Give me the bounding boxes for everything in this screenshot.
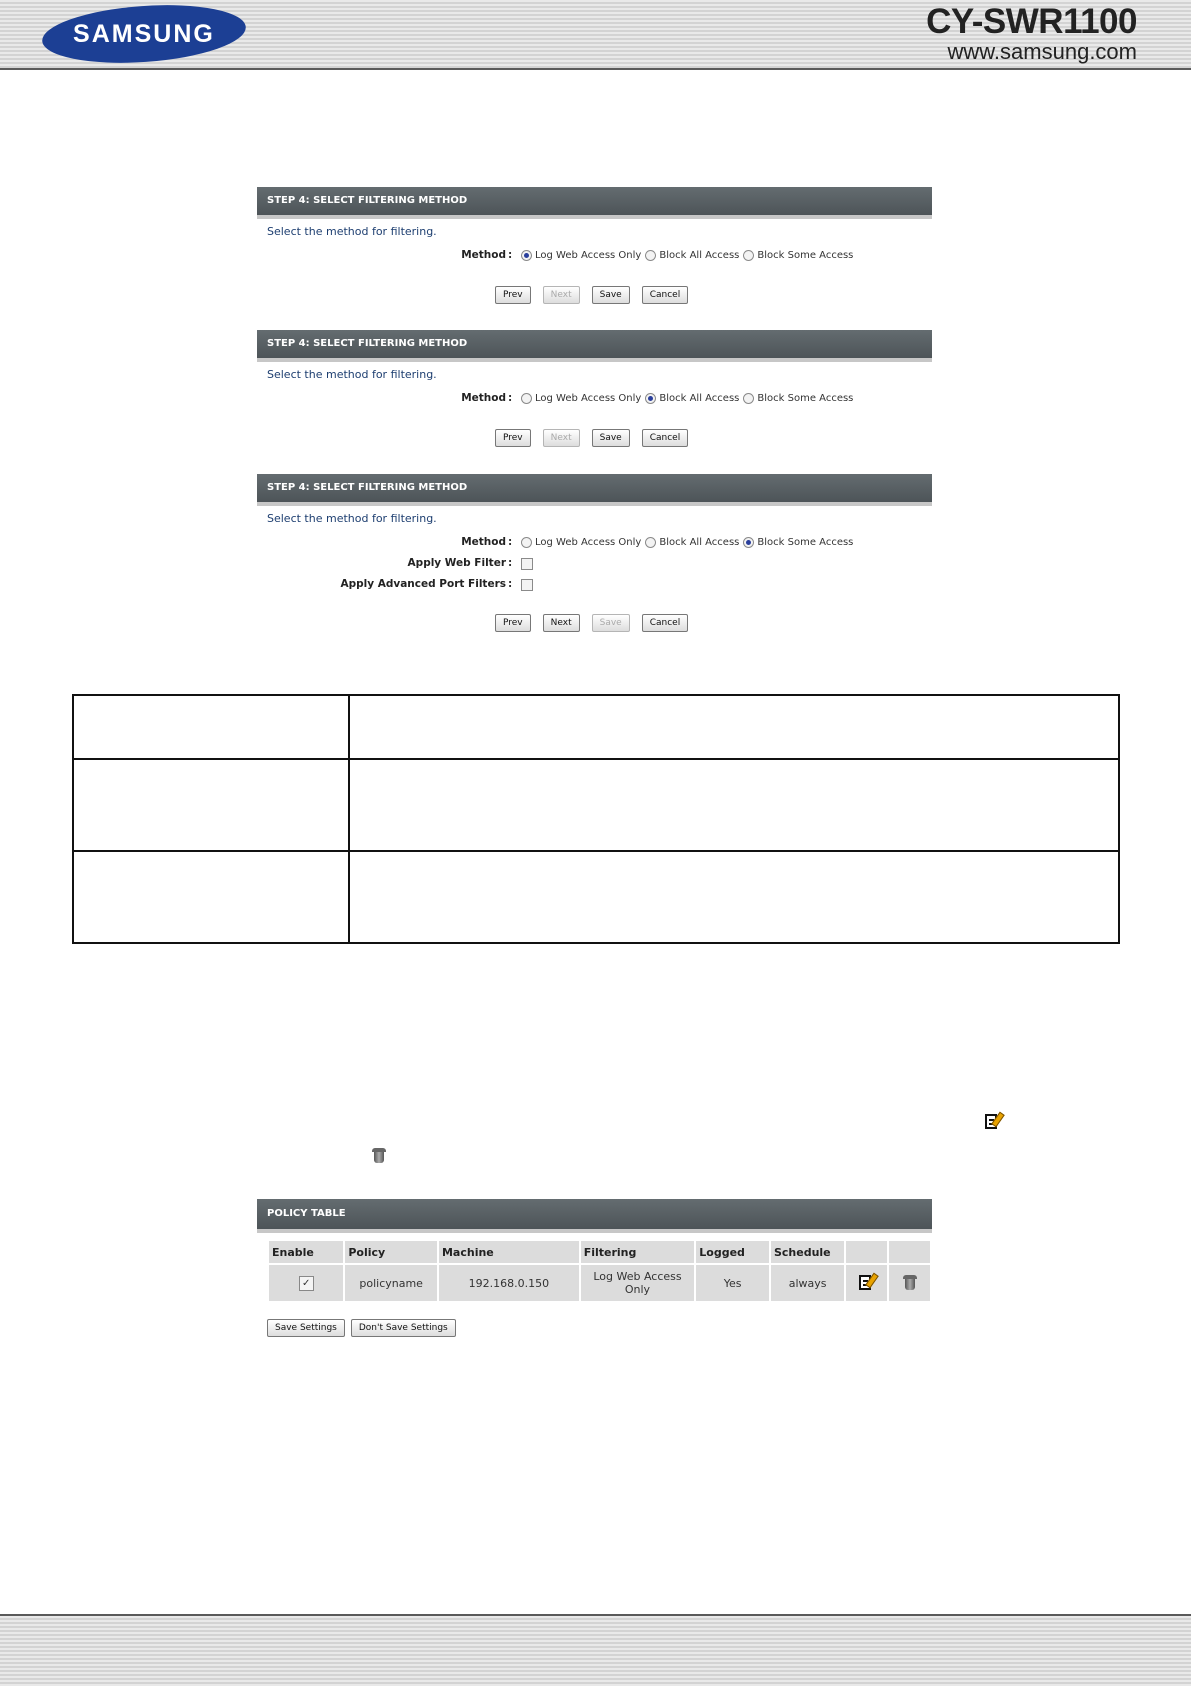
panel-title: STEP 4: SELECT FILTERING METHOD (257, 330, 932, 362)
policy-table-title: POLICY TABLE (257, 1199, 932, 1233)
prev-button[interactable]: Prev (495, 614, 531, 632)
prev-button[interactable]: Prev (495, 429, 531, 447)
port-filter-checkbox[interactable] (521, 579, 533, 591)
radio-block-some-access[interactable] (743, 393, 754, 404)
policy-buttons (267, 1319, 456, 1337)
next-button[interactable]: Next (543, 614, 580, 632)
filter-method-panel-2 (257, 330, 932, 455)
wizard-buttons (495, 286, 688, 304)
table-row (73, 759, 1119, 851)
trash-icon[interactable] (902, 1273, 918, 1291)
schedule-cell: always (771, 1265, 844, 1301)
policy-cell: policyname (345, 1265, 437, 1301)
save-settings-button[interactable]: Save Settings (267, 1319, 345, 1337)
method-label: Method (461, 249, 506, 261)
table-row (73, 695, 1119, 759)
website-url: www.samsung.com (947, 39, 1137, 64)
samsung-logo (40, 0, 247, 69)
radio-block-all-access[interactable] (645, 537, 656, 548)
panel-title: STEP 4: SELECT FILTERING METHOD (257, 187, 932, 219)
cancel-button[interactable]: Cancel (642, 429, 689, 447)
web-filter-row: Apply Web Filter : (257, 557, 932, 575)
method-label: Method (461, 392, 506, 404)
radio-log-web-access[interactable] (521, 393, 532, 404)
table-row (73, 851, 1119, 943)
save-button[interactable]: Save (592, 429, 630, 447)
cancel-button[interactable]: Cancel (642, 614, 689, 632)
panel-intro: Select the method for filtering. (267, 512, 437, 525)
machine-cell: 192.168.0.150 (439, 1265, 579, 1301)
page-footer (0, 1614, 1191, 1686)
wizard-buttons (495, 429, 688, 447)
model-name: CY-SWR1100 (926, 2, 1137, 41)
trash-icon (371, 1146, 387, 1164)
edit-icon[interactable] (859, 1273, 875, 1291)
filter-method-panel-3 (257, 474, 932, 644)
page-header (0, 0, 1191, 70)
radio-log-web-access[interactable] (521, 250, 532, 261)
logged-cell: Yes (696, 1265, 769, 1301)
next-button[interactable]: Next (543, 429, 580, 447)
radio-block-some-access[interactable] (743, 537, 754, 548)
logo-text: SAMSUNG (73, 19, 215, 48)
table-row (269, 1265, 930, 1301)
filtering-cell: Log Web Access Only (581, 1265, 695, 1301)
policy-table-panel (257, 1199, 932, 1333)
panel-title: STEP 4: SELECT FILTERING METHOD (257, 474, 932, 506)
method-row: Method : Log Web Access Only Block All Access Block Some Access (461, 536, 854, 548)
dont-save-settings-button[interactable]: Don't Save Settings (351, 1319, 456, 1337)
port-filter-label: Apply Advanced Port Filters (340, 578, 506, 590)
prev-button[interactable]: Prev (495, 286, 531, 304)
panel-intro: Select the method for filtering. (267, 368, 437, 381)
filter-method-panel-1 (257, 187, 932, 312)
method-row: Method : Log Web Access Only Block All Access Block Some Access (461, 249, 854, 261)
wizard-buttons (495, 614, 688, 632)
enable-checkbox[interactable]: ✓ (299, 1276, 314, 1291)
next-button[interactable]: Next (543, 286, 580, 304)
port-filter-row: Apply Advanced Port Filters : (257, 578, 932, 596)
web-filter-checkbox[interactable] (521, 558, 533, 570)
cancel-button[interactable]: Cancel (642, 286, 689, 304)
model-block (926, 4, 1137, 64)
panel-intro: Select the method for filtering. (267, 225, 437, 238)
method-row: Method : Log Web Access Only Block All Access Block Some Access (461, 392, 854, 404)
description-table (72, 694, 1120, 944)
radio-block-all-access[interactable] (645, 250, 656, 261)
radio-log-web-access[interactable] (521, 537, 532, 548)
radio-block-all-access[interactable] (645, 393, 656, 404)
web-filter-label: Apply Web Filter (407, 557, 506, 569)
policy-table (267, 1239, 932, 1303)
method-label: Method (461, 536, 506, 548)
edit-icon (985, 1112, 1001, 1130)
radio-block-some-access[interactable] (743, 250, 754, 261)
table-header-row: Enable Policy Machine Filtering Logged Schedule (269, 1241, 930, 1263)
save-button[interactable]: Save (592, 286, 630, 304)
save-button[interactable]: Save (592, 614, 630, 632)
